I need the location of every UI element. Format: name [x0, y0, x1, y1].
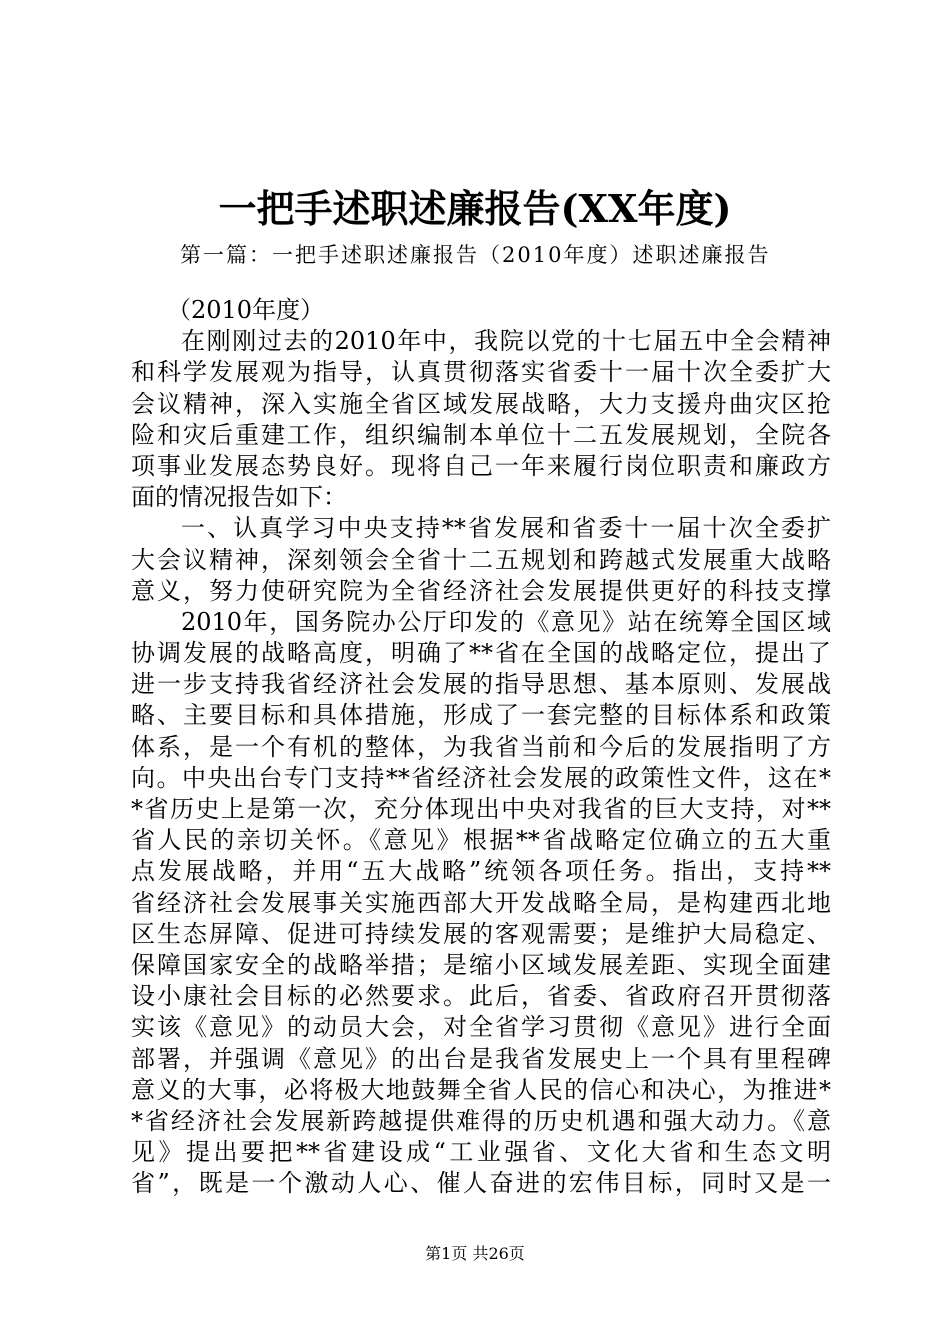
body-line: 在刚刚过去的2010年中，我院以党的十七届五中全会精神: [181, 327, 831, 356]
body-line: 向。中央出台专门支持**省经济社会发展的政策性文件，这在*: [131, 763, 831, 792]
body-line: 体系，是一个有机的整体，为我省当前和今后的发展指明了方: [131, 732, 831, 761]
document-body: [131, 295, 831, 1199]
body-line: 省”，既是一个激动人心、催人奋进的宏伟目标，同时又是一: [131, 1169, 831, 1198]
body-line: 实该《意见》的动员大会，对全省学习贯彻《意见》进行全面: [131, 1013, 831, 1042]
body-line: 面的情况报告如下：: [131, 483, 347, 512]
body-line: 和科学发展观为指导，认真贯彻落实省委十一届十次全委扩大: [131, 358, 831, 387]
body-line: 意义的大事，必将极大地鼓舞全省人民的信心和决心，为推进*: [131, 1075, 831, 1104]
body-line: 点发展战略，并用“五大战略”统领各项任务。指出，支持**: [131, 857, 831, 886]
document-subtitle: 第一篇：一把手述职述廉报告（2010年度）述职述廉报告: [180, 243, 771, 267]
body-line: 进一步支持我省经济社会发展的指导思想、基本原则、发展战: [131, 670, 831, 699]
body-line: 部署，并强调《意见》的出台是我省发展史上一个具有里程碑: [131, 1044, 831, 1073]
body-line: 省经济社会发展事关实施西部大开发战略全局，是构建西北地: [131, 888, 831, 917]
body-line: 项事业发展态势良好。现将自己一年来履行岗位职责和廉政方: [131, 451, 831, 480]
body-line: 险和灾后重建工作，组织编制本单位十二五发展规划，全院各: [131, 420, 831, 449]
body-line: 一、认真学习中央支持**省发展和省委十一届十次全委扩: [181, 514, 831, 543]
body-line: 省人民的亲切关怀。《意见》根据**省战略定位确立的五大重: [131, 826, 831, 855]
body-line: *省历史上是第一次，充分体现出中央对我省的巨大支持，对**: [131, 795, 831, 823]
body-line: 保障国家安全的战略举措；是缩小区域发展差距、实现全面建: [131, 950, 831, 979]
body-line: 见》提出要把**省建设成“工业强省、文化大省和生态文明: [131, 1138, 831, 1167]
body-line: 2010年，国务院办公厅印发的《意见》站在统筹全国区域: [181, 607, 831, 636]
body-line: 区生态屏障、促进可持续发展的客观需要；是维护大局稳定、: [131, 919, 831, 948]
body-line: 协调发展的战略高度，明确了**省在全国的战略定位，提出了: [131, 639, 831, 668]
page-footer: 第1页 共26页: [425, 1244, 525, 1263]
body-line: 设小康社会目标的必然要求。此后，省委、省政府召开贯彻落: [131, 982, 831, 1011]
body-line: *省经济社会发展新跨越提供难得的历史机遇和强大动力。《意: [131, 1106, 831, 1135]
body-line: 大会议精神，深刻领会全省十二五规划和跨越式发展重大战略: [131, 545, 831, 574]
body-line: 略、主要目标和具体措施，形成了一套完整的目标体系和政策: [131, 701, 831, 730]
document-title: 一把手述职述廉报告(XX年度): [218, 186, 732, 231]
body-line: 会议精神，深入实施全省区域发展战略，大力支援舟曲灾区抢: [131, 389, 831, 418]
body-line: （2010年度）: [167, 296, 325, 324]
body-line: 意义，努力使研究院为全省经济社会发展提供更好的科技支撑: [131, 576, 831, 605]
